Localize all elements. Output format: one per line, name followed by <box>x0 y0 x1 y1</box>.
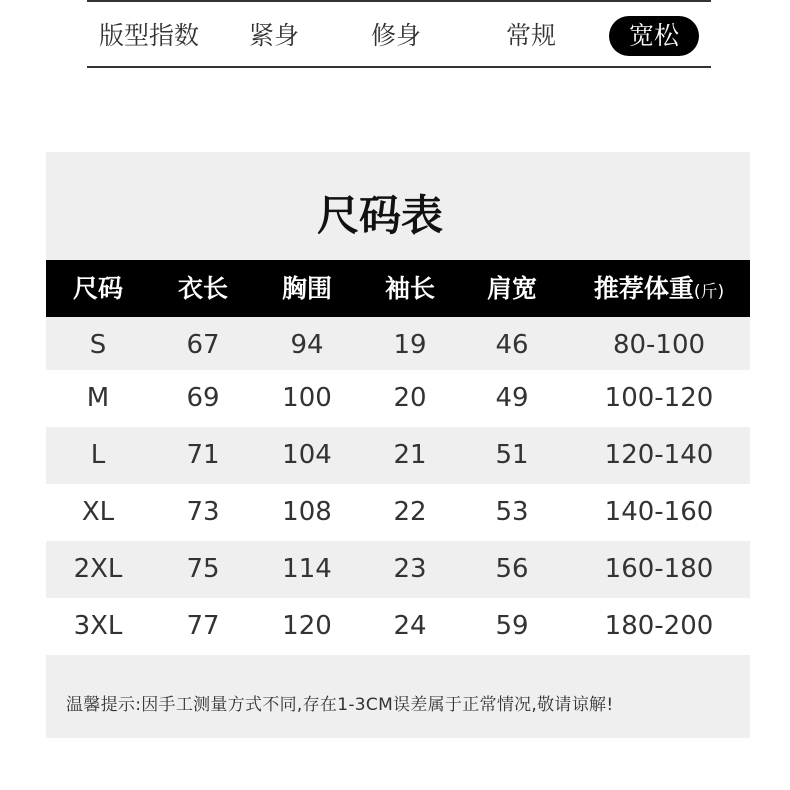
cell-sleeve: 19 <box>393 330 427 360</box>
header-sleeve: 袖长 <box>384 274 435 303</box>
cell-length: 69 <box>186 383 220 413</box>
fit-option-slim[interactable]: 修身 <box>371 21 422 50</box>
table-row <box>46 484 750 541</box>
cell-size: 2XL <box>73 554 123 584</box>
cell-size: S <box>89 330 107 360</box>
cell-shoulder: 53 <box>495 497 529 527</box>
fit-option-tight[interactable]: 紧身 <box>249 21 300 50</box>
header-chest: 胸围 <box>281 274 332 303</box>
cell-length: 77 <box>186 611 220 641</box>
cell-sleeve: 23 <box>393 554 427 584</box>
cell-sleeve: 22 <box>393 497 427 527</box>
header-weight <box>574 260 744 317</box>
cell-chest: 108 <box>282 497 332 527</box>
header-weight-unit: (斤) <box>693 282 725 302</box>
cell-weight: 100-120 <box>604 383 714 413</box>
cell-size: 3XL <box>73 611 123 641</box>
cell-shoulder: 56 <box>495 554 529 584</box>
cell-weight: 180-200 <box>604 611 714 641</box>
cell-chest: 104 <box>282 440 332 470</box>
table-row <box>46 427 750 484</box>
size-chart-title: 尺码表 <box>316 191 443 240</box>
cell-sleeve: 24 <box>393 611 427 641</box>
cell-sleeve: 21 <box>393 440 427 470</box>
cell-size: M <box>86 383 110 413</box>
fit-option-regular[interactable]: 常规 <box>506 21 557 50</box>
cell-chest: 120 <box>282 611 332 641</box>
cell-chest: 94 <box>290 330 324 360</box>
cell-weight: 160-180 <box>604 554 714 584</box>
size-chart-header <box>46 260 750 317</box>
table-row <box>46 598 750 655</box>
cell-shoulder: 59 <box>495 611 529 641</box>
cell-chest: 114 <box>282 554 332 584</box>
cell-shoulder: 46 <box>495 330 529 360</box>
cell-sleeve: 20 <box>393 383 427 413</box>
fit-index-label: 版型指数 <box>99 21 200 50</box>
cell-shoulder: 49 <box>495 383 529 413</box>
fit-index-bar <box>87 0 711 68</box>
header-shoulder: 肩宽 <box>486 274 537 303</box>
cell-length: 71 <box>186 440 220 470</box>
measurement-note: 温馨提示:因手工测量方式不同,存在1-3CM误差属于正常情况,敬请谅解! <box>66 695 614 715</box>
table-row <box>46 370 750 427</box>
cell-size: L <box>90 440 106 470</box>
fit-option-loose-selected[interactable]: 宽松 <box>609 16 699 56</box>
cell-size: XL <box>81 497 115 527</box>
cell-weight: 140-160 <box>604 497 714 527</box>
header-weight-label: 推荐体重 <box>593 274 694 303</box>
cell-chest: 100 <box>282 383 332 413</box>
cell-shoulder: 51 <box>495 440 529 470</box>
header-length: 衣长 <box>177 274 228 303</box>
table-row <box>46 541 750 598</box>
table-row <box>46 317 750 374</box>
header-size: 尺码 <box>72 274 123 303</box>
cell-weight: 120-140 <box>604 440 714 470</box>
cell-length: 75 <box>186 554 220 584</box>
cell-length: 67 <box>186 330 220 360</box>
cell-weight: 80-100 <box>612 330 706 360</box>
cell-length: 73 <box>186 497 220 527</box>
